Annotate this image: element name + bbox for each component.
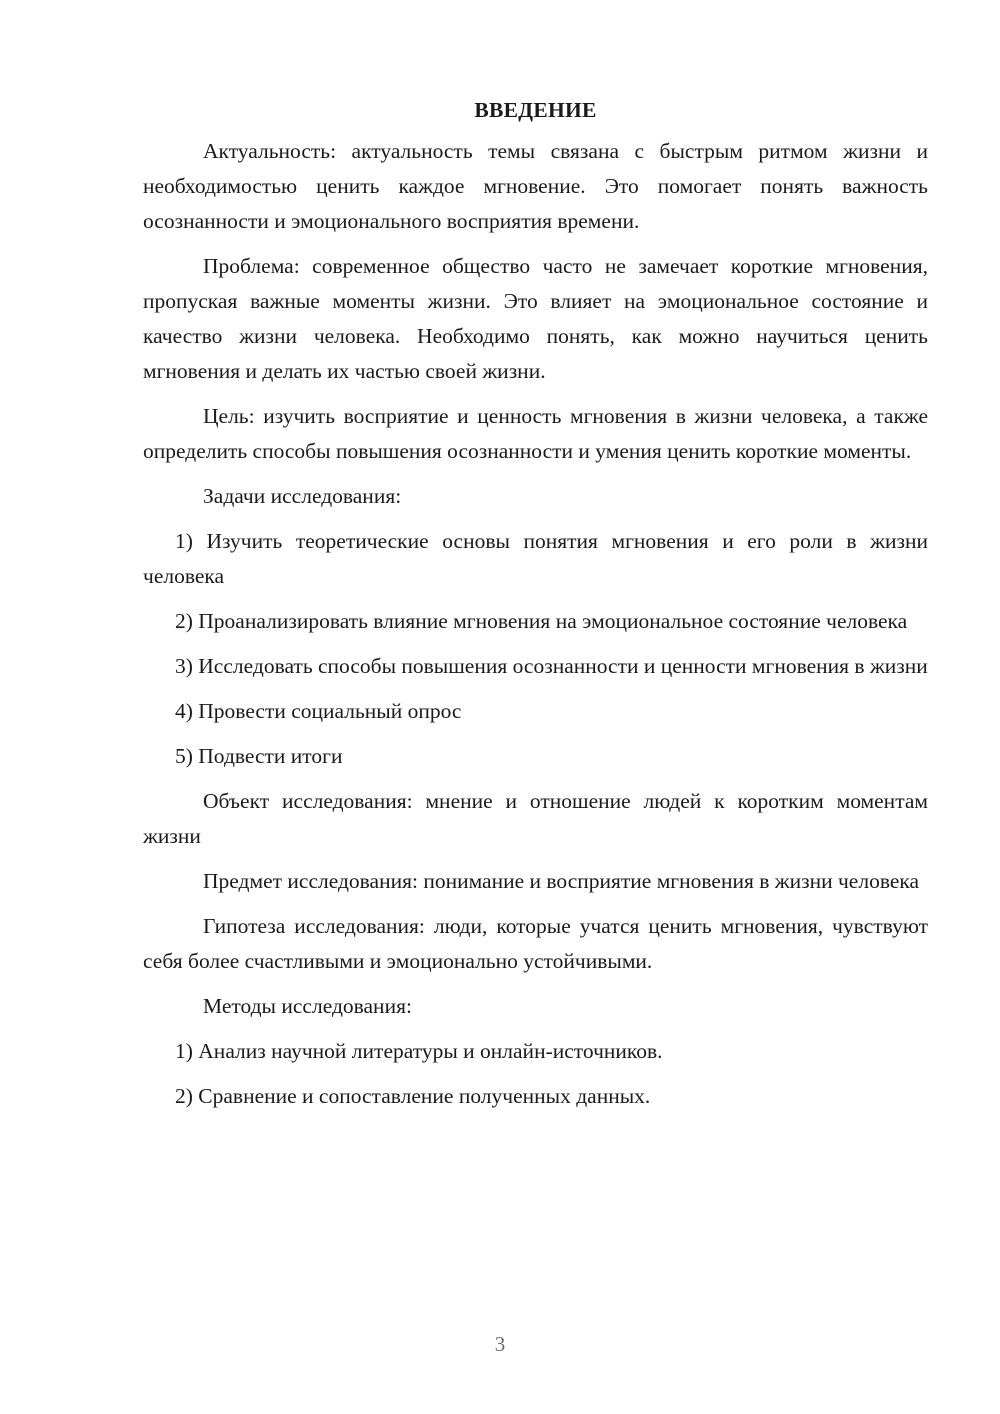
hypothesis-paragraph: Гипотеза исследования: люди, которые учатся ценить мгновения, чувствуют себя более счастливыми и эмоционально устойчивыми.	[143, 914, 928, 973]
methods-heading: Методы исследования:	[203, 994, 412, 1018]
section-title: ВВЕДЕНИЕ	[474, 98, 597, 122]
page-number: 3	[494, 1332, 506, 1356]
tasks-heading: Задачи исследования:	[203, 484, 402, 508]
task-item: 1) Изучить теоретические основы понятия мгновения и его роли в жизни человека	[143, 529, 928, 588]
object-paragraph: Объект исследования: мнение и отношение людей к коротким моментам жизни	[143, 789, 928, 848]
problem-paragraph: Проблема: современное общество часто не замечает короткие мгновения, пропуская важные моменты жизни. Это влияет на эмоциональное состояние и качество жизни человека. Необходимо понять, как можно научиться ценить мгновения и делать их частью своей жизни.	[143, 254, 928, 383]
method-item: 1) Анализ научной литературы и онлайн-источников.	[175, 1039, 663, 1063]
method-item: 2) Сравнение и сопоставление полученных данных.	[175, 1084, 651, 1108]
task-item: 5) Подвести итоги	[175, 744, 343, 768]
subject-paragraph: Предмет исследования: понимание и восприятие мгновения в жизни человека	[203, 869, 920, 893]
task-item: 2) Проанализировать влияние мгновения на эмоциональное состояние человека	[175, 609, 908, 633]
task-item: 4) Провести социальный опрос	[175, 699, 462, 723]
document-body	[143, 93, 928, 1124]
relevance-paragraph: Актуальность: актуальность темы связана с быстрым ритмом жизни и необходимостью ценить каждое мгновение. Это помогает понять важность осознанности и эмоционального восприятия времени.	[143, 139, 928, 233]
task-item: 3) Исследовать способы повышения осознанности и ценности мгновения в жизни	[175, 654, 928, 678]
goal-paragraph: Цель: изучить восприятие и ценность мгновения в жизни человека, а также определить способы повышения осознанности и умения ценить короткие моменты.	[143, 404, 928, 463]
